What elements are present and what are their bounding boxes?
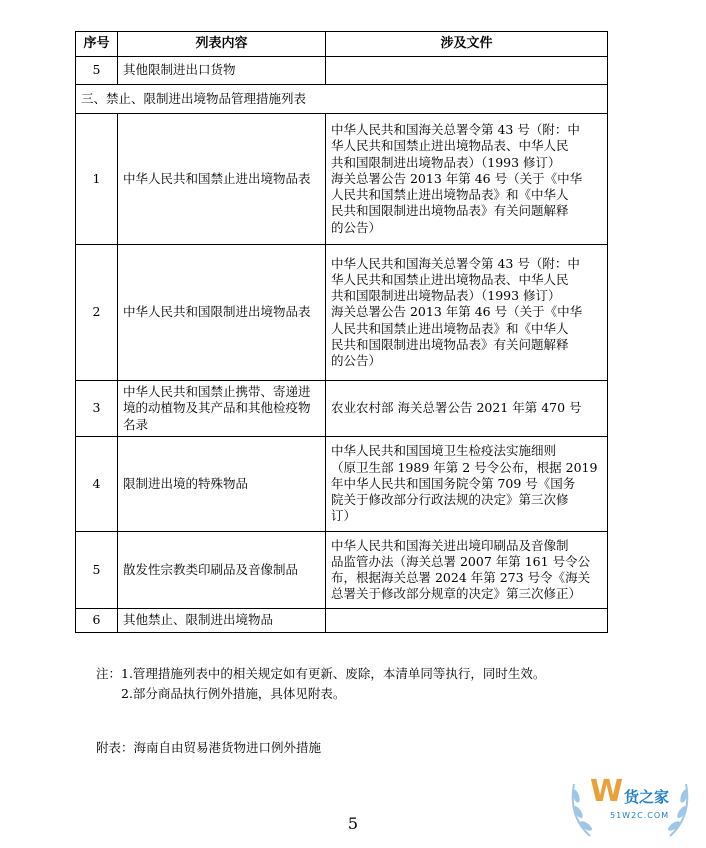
table-row <box>76 57 608 85</box>
row-content: 其他禁止、限制进出境物品 <box>118 609 326 633</box>
row-content: 散发性宗教类印刷品及音像制品 <box>118 532 326 609</box>
section-row <box>76 85 608 114</box>
row-docs <box>326 381 608 437</box>
row-content: 其他限制进出口货物 <box>118 57 326 85</box>
row-no: 3 <box>76 381 118 437</box>
annex-line: 附表：海南自由贸易港货物进口例外措施 <box>96 740 322 755</box>
row-docs <box>326 532 608 609</box>
doc-line: 华人民共和国禁止进出境物品表、中华人民 <box>331 138 569 154</box>
doc-line: 中华人民共和国海关总署令第 43 号（附：中 <box>331 122 580 138</box>
row-no: 5 <box>76 57 118 85</box>
table-row <box>76 381 608 437</box>
doc-line: 品监管办法（海关总署 2007 年第 161 号令公 <box>331 553 591 569</box>
row-no: 6 <box>76 609 118 633</box>
doc-line: 民共和国限制进出境物品表》有关问题解释 <box>331 203 569 219</box>
table-row <box>76 245 608 381</box>
row-content: 中华人民共和国禁止携带、寄递进境的动植物及其产品和其他检疫物名录 <box>118 381 326 437</box>
row-no: 1 <box>76 114 118 245</box>
row-content: 中华人民共和国限制进出境物品表 <box>118 245 326 381</box>
table-row <box>76 437 608 532</box>
doc-line: 人民共和国禁止进出境物品表》和《中华人 <box>331 187 569 203</box>
table-row <box>76 114 608 245</box>
row-docs <box>326 245 608 381</box>
measures-table <box>75 31 608 633</box>
watermark-logo <box>560 766 700 844</box>
doc-line: 的公告） <box>331 353 382 368</box>
doc-line: 海关总署公告 2013 年第 46 号（关于《中华 <box>331 170 583 186</box>
doc-line: 的公告） <box>331 219 382 235</box>
note-line-1: 注：1.管理措施列表中的相关规定如有更新、废除，本清单同等执行，同时生效。 <box>96 666 546 681</box>
doc-line: 海关总署公告 2013 年第 46 号（关于《中华 <box>331 304 583 320</box>
section-title: 三、禁止、限制进出境物品管理措施列表 <box>76 85 608 114</box>
row-content: 限制进出境的特殊物品 <box>118 437 326 532</box>
doc-line: 共和国限制进出境物品表）（1993 修订） <box>331 154 561 170</box>
doc-line: 订） <box>331 508 357 524</box>
header-no: 序号 <box>76 32 118 57</box>
watermark-url: 51W2C.COM <box>610 811 670 820</box>
doc-line: 人民共和国禁止进出境物品表》和《中华人 <box>331 320 569 336</box>
doc-line: 院关于修改部分行政法规的决定》第三次修 <box>331 492 569 508</box>
doc-line: 农业农村部 海关总署公告 2021 年第 470 号 <box>331 400 582 416</box>
row-docs <box>326 57 608 85</box>
row-docs <box>326 114 608 245</box>
row-no: 4 <box>76 437 118 532</box>
doc-line: 华人民共和国禁止进出境物品表、中华人民 <box>331 271 569 287</box>
row-content: 中华人民共和国禁止进出境物品表 <box>118 114 326 245</box>
row-docs <box>326 609 608 633</box>
doc-line: 中华人民共和国海关总署令第 43 号（附：中 <box>331 255 580 271</box>
note-line-2: 2.部分商品执行例外措施，具体见附表。 <box>121 686 346 701</box>
doc-line: 布，根据海关总署 2024 年第 273 号令《海关 <box>331 570 591 585</box>
page-number: 5 <box>347 814 359 833</box>
table-row <box>76 609 608 633</box>
doc-line: 年中华人民共和国国务院令第 709 号《国务 <box>331 475 576 491</box>
watermark-letter: W <box>590 774 624 809</box>
watermark-text: 货之家 <box>624 788 670 806</box>
doc-line: 中华人民共和国海关进出境印刷品及音像制 <box>331 537 569 553</box>
row-no: 2 <box>76 245 118 381</box>
header-docs: 涉及文件 <box>326 32 608 57</box>
row-no: 5 <box>76 532 118 609</box>
header-content: 列表内容 <box>118 32 326 57</box>
row-docs <box>326 437 608 532</box>
doc-line: 中华人民共和国国境卫生检疫法实施细则 <box>331 443 557 459</box>
table-header-row <box>76 32 608 57</box>
doc-line: 总署关于修改部分规章的决定》第三次修正） <box>331 586 582 602</box>
doc-line: 共和国限制进出境物品表）（1993 修订） <box>331 288 561 304</box>
doc-line: （原卫生部 1989 年第 2 号令公布，根据 2019 <box>331 459 598 475</box>
table-row <box>76 532 608 609</box>
doc-line: 民共和国限制进出境物品表》有关问题解释 <box>331 336 569 352</box>
notes <box>96 664 545 704</box>
